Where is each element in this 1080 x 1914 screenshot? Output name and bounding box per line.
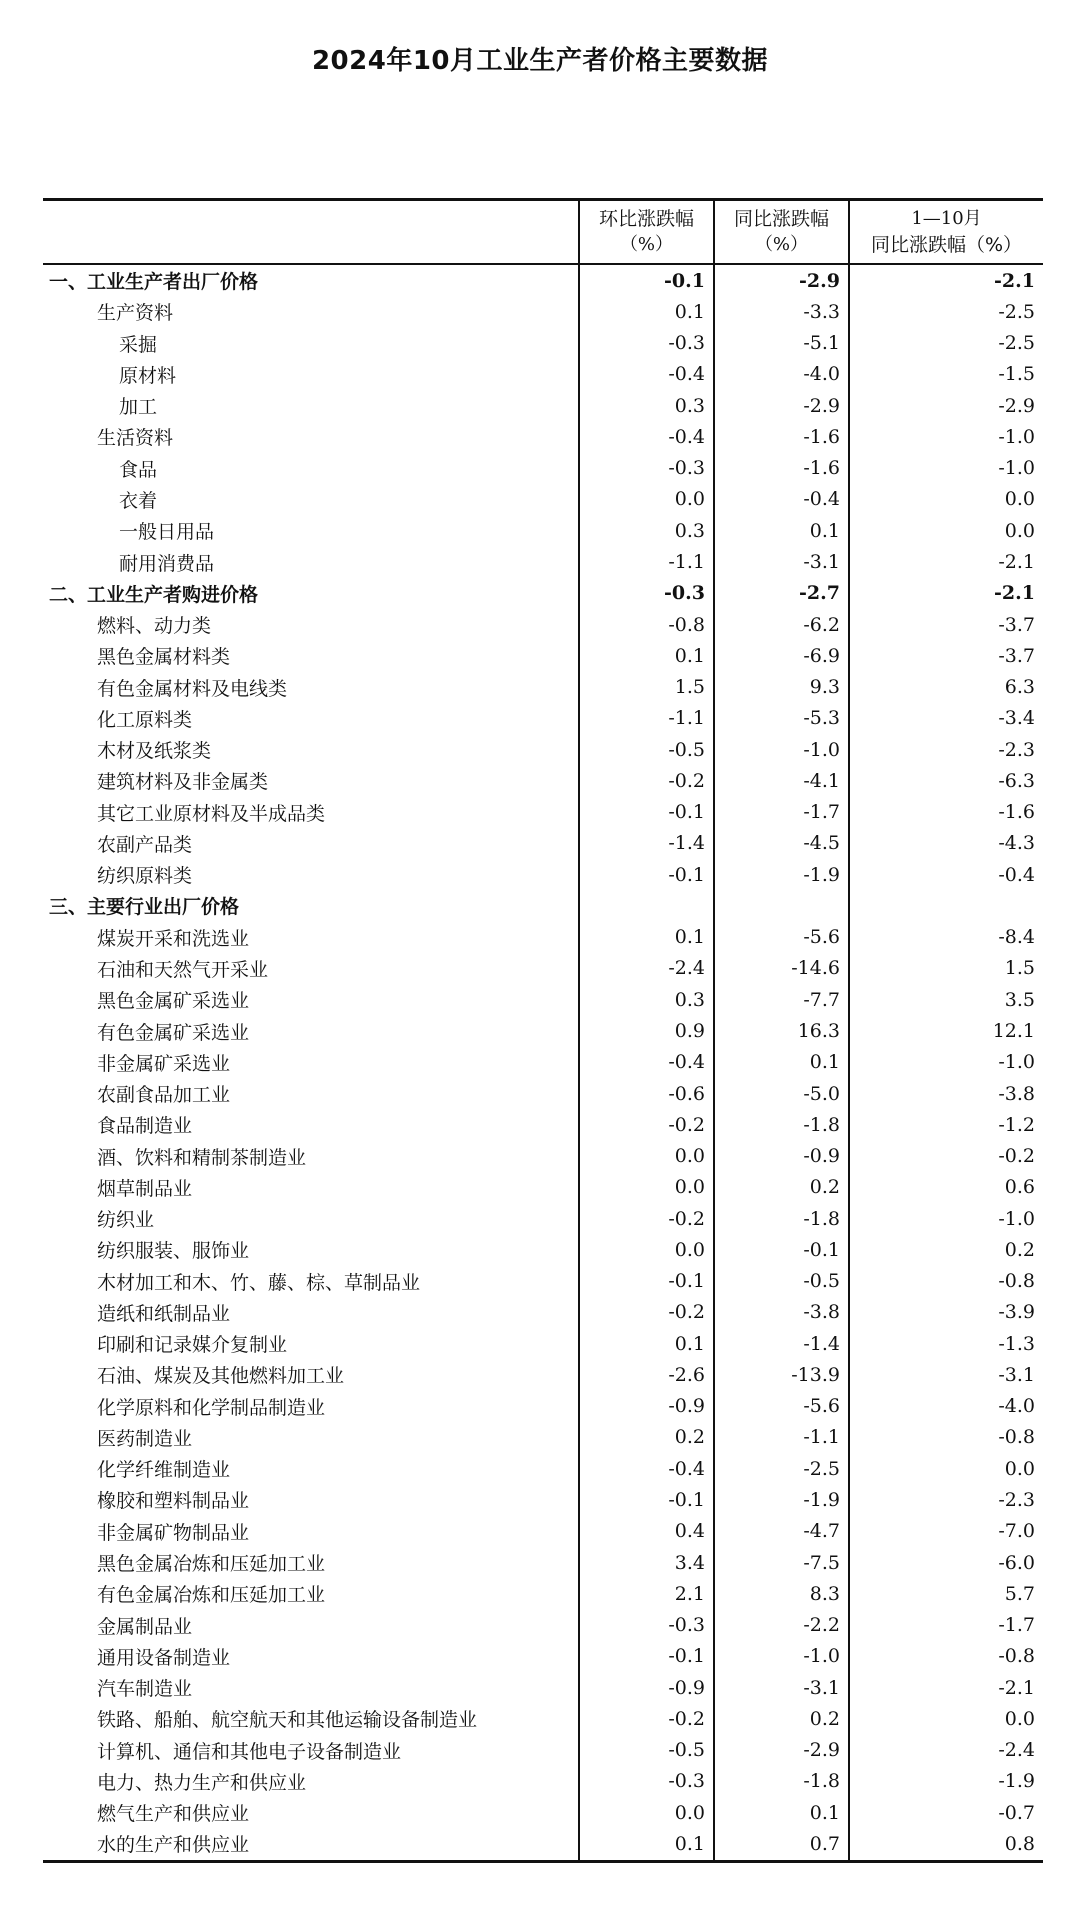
row-ytd-value: -1.9 — [849, 1766, 1043, 1797]
row-ytd-value: 0.0 — [849, 1703, 1043, 1734]
row-yoy-value: -6.2 — [714, 609, 849, 640]
row-label: 生产资料 — [97, 302, 174, 325]
row-yoy-value: -1.6 — [714, 453, 849, 484]
row-mom-value: 1.5 — [579, 671, 714, 702]
row-mom-value: -0.8 — [579, 609, 714, 640]
row-ytd-value: -3.4 — [849, 703, 1043, 734]
header-ytd-line1: 1—10月 — [911, 208, 982, 229]
table-row — [43, 1140, 1043, 1171]
row-yoy-value: -5.1 — [714, 328, 849, 359]
row-ytd-value: 5.7 — [849, 1578, 1043, 1609]
row-mom-value: 0.3 — [579, 984, 714, 1015]
row-mom-value: -0.3 — [579, 1766, 714, 1797]
header-mom — [579, 200, 714, 265]
table-row — [43, 953, 1043, 984]
row-mom-value: -0.3 — [579, 578, 714, 609]
row-mom-value: 0.0 — [579, 484, 714, 515]
row-ytd-value: -3.7 — [849, 609, 1043, 640]
row-ytd-value: -2.3 — [849, 734, 1043, 765]
row-label: 原材料 — [119, 364, 177, 387]
table-row — [43, 734, 1043, 765]
row-label: 电力、热力生产和供应业 — [97, 1771, 307, 1794]
row-ytd-value: -1.0 — [849, 1203, 1043, 1234]
table-row — [43, 1391, 1043, 1422]
row-ytd-value: -1.0 — [849, 453, 1043, 484]
row-mom-value: -0.5 — [579, 1734, 714, 1765]
table-row — [43, 264, 1043, 296]
table-row — [43, 1078, 1043, 1109]
page-title: 2024年10月工业生产者价格主要数据 — [311, 46, 769, 76]
table-row — [43, 453, 1043, 484]
row-ytd-value: 6.3 — [849, 671, 1043, 702]
header-blank — [43, 200, 579, 265]
row-yoy-value: -2.7 — [714, 578, 849, 609]
row-ytd-value: -2.1 — [849, 264, 1043, 296]
row-ytd-value: -2.1 — [849, 546, 1043, 577]
table-row — [43, 359, 1043, 390]
row-ytd-value: -2.5 — [849, 328, 1043, 359]
row-yoy-value: -2.9 — [714, 1734, 849, 1765]
table-row — [43, 1297, 1043, 1328]
table-row — [43, 1172, 1043, 1203]
row-label: 纺织服装、服饰业 — [97, 1240, 250, 1263]
row-yoy-value: -0.4 — [714, 484, 849, 515]
row-yoy-value: 0.1 — [714, 515, 849, 546]
row-ytd-value: -2.4 — [849, 1734, 1043, 1765]
row-ytd-value: -6.0 — [849, 1547, 1043, 1578]
row-mom-value: 3.4 — [579, 1547, 714, 1578]
table-row — [43, 1422, 1043, 1453]
row-yoy-value: -1.9 — [714, 1484, 849, 1515]
header-yoy-line2: （%） — [754, 234, 809, 255]
row-label: 有色金属矿采选业 — [97, 1021, 250, 1044]
row-ytd-value: -2.9 — [849, 390, 1043, 421]
row-yoy-value: 8.3 — [714, 1578, 849, 1609]
row-yoy-value: -1.6 — [714, 421, 849, 452]
row-mom-value: -0.4 — [579, 421, 714, 452]
row-mom-value: -0.9 — [579, 1391, 714, 1422]
table-row — [43, 421, 1043, 452]
row-ytd-value: -0.8 — [849, 1266, 1043, 1297]
row-mom-value: -0.9 — [579, 1672, 714, 1703]
table-row — [43, 515, 1043, 546]
row-mom-value: 0.1 — [579, 922, 714, 953]
row-mom-value: -0.2 — [579, 1203, 714, 1234]
table-row — [43, 1547, 1043, 1578]
row-yoy-value: -1.7 — [714, 797, 849, 828]
row-label: 三、主要行业出厂价格 — [49, 896, 240, 919]
row-yoy-value: -1.8 — [714, 1203, 849, 1234]
row-label: 加工 — [119, 396, 158, 419]
price-data-table — [43, 198, 1043, 1863]
row-ytd-value: -0.8 — [849, 1641, 1043, 1672]
row-ytd-value: -0.2 — [849, 1140, 1043, 1171]
header-ytd-line2: 同比涨跌幅（%） — [870, 234, 1023, 256]
row-mom-value: -0.3 — [579, 1609, 714, 1640]
row-mom-value: -0.1 — [579, 1266, 714, 1297]
row-mom-value: -2.4 — [579, 953, 714, 984]
row-mom-value: 0.0 — [579, 1172, 714, 1203]
table-row — [43, 828, 1043, 859]
row-mom-value: -1.4 — [579, 828, 714, 859]
row-ytd-value: -1.0 — [849, 421, 1043, 452]
row-ytd-value: -3.9 — [849, 1297, 1043, 1328]
row-mom-value — [579, 890, 714, 921]
row-label: 燃料、动力类 — [97, 615, 212, 638]
row-ytd-value: 1.5 — [849, 953, 1043, 984]
row-ytd-value: 0.0 — [849, 484, 1043, 515]
row-yoy-value: -4.5 — [714, 828, 849, 859]
row-yoy-value: -5.0 — [714, 1078, 849, 1109]
row-yoy-value: -3.8 — [714, 1297, 849, 1328]
row-yoy-value: -0.9 — [714, 1140, 849, 1171]
header-ytd — [849, 200, 1043, 265]
row-label: 黑色金属矿采选业 — [97, 990, 250, 1013]
row-label: 有色金属材料及电线类 — [97, 677, 288, 700]
row-label: 食品制造业 — [97, 1115, 193, 1138]
header-yoy-line1: 同比涨跌幅 — [733, 208, 829, 230]
table-row — [43, 703, 1043, 734]
row-mom-value: 0.1 — [579, 640, 714, 671]
row-label: 黑色金属冶炼和压延加工业 — [97, 1553, 326, 1576]
row-yoy-value: -1.8 — [714, 1109, 849, 1140]
header-yoy — [714, 200, 849, 265]
row-mom-value: 0.0 — [579, 1234, 714, 1265]
row-label: 铁路、船舶、航空航天和其他运输设备制造业 — [97, 1709, 478, 1732]
row-yoy-value: -1.8 — [714, 1766, 849, 1797]
row-label: 非金属矿物制品业 — [97, 1521, 250, 1544]
row-yoy-value: -4.0 — [714, 359, 849, 390]
row-ytd-value: 0.0 — [849, 515, 1043, 546]
row-mom-value: 0.1 — [579, 1328, 714, 1359]
table-row — [43, 922, 1043, 953]
row-label: 建筑材料及非金属类 — [97, 771, 269, 794]
row-label: 酒、饮料和精制茶制造业 — [97, 1146, 307, 1169]
row-label: 燃气生产和供应业 — [97, 1803, 250, 1826]
row-label: 二、工业生产者购进价格 — [49, 583, 259, 606]
row-mom-value: 2.1 — [579, 1578, 714, 1609]
row-label: 一般日用品 — [119, 521, 215, 544]
row-label: 水的生产和供应业 — [97, 1834, 250, 1857]
row-label: 其它工业原材料及半成品类 — [97, 802, 326, 825]
row-yoy-value: -5.3 — [714, 703, 849, 734]
row-mom-value: 0.2 — [579, 1422, 714, 1453]
row-yoy-value: -4.7 — [714, 1516, 849, 1547]
row-ytd-value: -4.0 — [849, 1391, 1043, 1422]
row-label: 一、工业生产者出厂价格 — [49, 271, 259, 294]
row-label: 采掘 — [119, 333, 158, 356]
row-ytd-value: -1.7 — [849, 1609, 1043, 1640]
row-yoy-value: -1.1 — [714, 1422, 849, 1453]
row-ytd-value: -1.5 — [849, 359, 1043, 390]
table-row — [43, 1516, 1043, 1547]
row-yoy-value: -2.2 — [714, 1609, 849, 1640]
row-ytd-value: -3.8 — [849, 1078, 1043, 1109]
row-label: 金属制品业 — [97, 1615, 193, 1638]
row-ytd-value: 0.2 — [849, 1234, 1043, 1265]
row-label: 医药制造业 — [97, 1427, 193, 1450]
table-row — [43, 1015, 1043, 1046]
row-yoy-value: 0.2 — [714, 1703, 849, 1734]
row-yoy-value: -2.9 — [714, 264, 849, 296]
row-label: 有色金属冶炼和压延加工业 — [97, 1584, 326, 1607]
table-row — [43, 1766, 1043, 1797]
row-label: 黑色金属材料类 — [97, 646, 231, 669]
row-label: 计算机、通信和其他电子设备制造业 — [97, 1740, 402, 1763]
row-ytd-value: -2.3 — [849, 1484, 1043, 1515]
row-mom-value: -0.2 — [579, 1297, 714, 1328]
row-yoy-value: 0.2 — [714, 1172, 849, 1203]
row-ytd-value: 0.6 — [849, 1172, 1043, 1203]
row-mom-value: -0.3 — [579, 453, 714, 484]
row-ytd-value — [849, 890, 1043, 921]
row-mom-value: 0.1 — [579, 296, 714, 327]
table-row — [43, 797, 1043, 828]
row-ytd-value: -2.1 — [849, 578, 1043, 609]
row-label: 生活资料 — [97, 427, 174, 450]
row-yoy-value: -1.0 — [714, 734, 849, 765]
row-yoy-value: -4.1 — [714, 765, 849, 796]
row-label: 食品 — [119, 458, 158, 481]
table-row — [43, 1484, 1043, 1515]
row-yoy-value: -2.9 — [714, 390, 849, 421]
header-mom-line1: 环比涨跌幅 — [598, 208, 694, 230]
row-ytd-value: -2.5 — [849, 296, 1043, 327]
row-yoy-value: 0.7 — [714, 1828, 849, 1861]
row-mom-value: -0.3 — [579, 328, 714, 359]
row-ytd-value: -1.2 — [849, 1109, 1043, 1140]
table-row — [43, 1203, 1043, 1234]
row-yoy-value: 9.3 — [714, 671, 849, 702]
row-label: 农副产品类 — [97, 833, 193, 856]
table-row — [43, 1734, 1043, 1765]
row-ytd-value: -1.0 — [849, 1047, 1043, 1078]
row-mom-value: -0.1 — [579, 859, 714, 890]
table-row — [43, 1609, 1043, 1640]
row-mom-value: 0.0 — [579, 1140, 714, 1171]
row-ytd-value: -1.6 — [849, 797, 1043, 828]
row-yoy-value — [714, 890, 849, 921]
row-yoy-value: 0.1 — [714, 1797, 849, 1828]
row-mom-value: -2.6 — [579, 1359, 714, 1390]
table-header-row — [43, 200, 1043, 265]
row-label: 烟草制品业 — [97, 1177, 193, 1200]
table-row — [43, 1578, 1043, 1609]
row-mom-value: -0.2 — [579, 1703, 714, 1734]
row-label: 纺织业 — [97, 1209, 155, 1232]
row-label: 农副食品加工业 — [97, 1084, 231, 1107]
row-yoy-value: -14.6 — [714, 953, 849, 984]
row-label: 衣着 — [119, 489, 158, 512]
table-row — [43, 1359, 1043, 1390]
row-yoy-value: -6.9 — [714, 640, 849, 671]
row-ytd-value: 12.1 — [849, 1015, 1043, 1046]
row-label: 木材加工和木、竹、藤、棕、草制品业 — [97, 1271, 421, 1294]
table-row — [43, 1641, 1043, 1672]
row-yoy-value: -5.6 — [714, 922, 849, 953]
row-label: 造纸和纸制品业 — [97, 1302, 231, 1325]
row-mom-value: -0.4 — [579, 1453, 714, 1484]
table-row — [43, 1109, 1043, 1140]
table-row — [43, 390, 1043, 421]
row-mom-value: -0.1 — [579, 264, 714, 296]
table-row — [43, 1266, 1043, 1297]
row-mom-value: 0.4 — [579, 1516, 714, 1547]
row-label: 木材及纸浆类 — [97, 740, 212, 763]
row-yoy-value: 0.1 — [714, 1047, 849, 1078]
row-yoy-value: -7.7 — [714, 984, 849, 1015]
row-mom-value: -0.2 — [579, 765, 714, 796]
row-yoy-value: -0.1 — [714, 1234, 849, 1265]
row-label: 耐用消费品 — [119, 552, 215, 575]
table-row — [43, 1047, 1043, 1078]
table-row — [43, 1234, 1043, 1265]
table-row — [43, 1328, 1043, 1359]
row-mom-value: -1.1 — [579, 546, 714, 577]
row-ytd-value: -4.3 — [849, 828, 1043, 859]
row-label: 石油、煤炭及其他燃料加工业 — [97, 1365, 345, 1388]
table-row — [43, 859, 1043, 890]
table-row — [43, 890, 1043, 921]
row-label: 化学纤维制造业 — [97, 1459, 231, 1482]
table-row — [43, 765, 1043, 796]
table-row — [43, 546, 1043, 577]
row-mom-value: -0.1 — [579, 1484, 714, 1515]
row-ytd-value: -2.1 — [849, 1672, 1043, 1703]
row-ytd-value: -3.1 — [849, 1359, 1043, 1390]
row-label: 化工原料类 — [97, 708, 193, 731]
row-yoy-value: -7.5 — [714, 1547, 849, 1578]
row-ytd-value: 3.5 — [849, 984, 1043, 1015]
row-ytd-value: -6.3 — [849, 765, 1043, 796]
table-row — [43, 1797, 1043, 1828]
row-ytd-value: 0.8 — [849, 1828, 1043, 1861]
table-body — [43, 264, 1043, 1861]
row-mom-value: 0.3 — [579, 390, 714, 421]
row-mom-value: -0.5 — [579, 734, 714, 765]
row-label: 化学原料和化学制品制造业 — [97, 1396, 326, 1419]
row-label: 汽车制造业 — [97, 1678, 193, 1701]
table-row — [43, 984, 1043, 1015]
table-row — [43, 1828, 1043, 1861]
row-mom-value: 0.3 — [579, 515, 714, 546]
row-ytd-value: 0.0 — [849, 1453, 1043, 1484]
table-row — [43, 328, 1043, 359]
row-label: 石油和天然气开采业 — [97, 958, 269, 981]
table-row — [43, 1672, 1043, 1703]
row-yoy-value: -3.3 — [714, 296, 849, 327]
row-ytd-value: -0.8 — [849, 1422, 1043, 1453]
row-mom-value: -0.1 — [579, 1641, 714, 1672]
row-yoy-value: -3.1 — [714, 1672, 849, 1703]
table-row — [43, 578, 1043, 609]
row-label: 纺织原料类 — [97, 865, 193, 888]
row-label: 非金属矿采选业 — [97, 1052, 231, 1075]
row-ytd-value: -0.4 — [849, 859, 1043, 890]
row-mom-value: 0.1 — [579, 1828, 714, 1861]
row-yoy-value: -5.6 — [714, 1391, 849, 1422]
row-ytd-value: -1.3 — [849, 1328, 1043, 1359]
row-yoy-value: -13.9 — [714, 1359, 849, 1390]
row-label: 橡胶和塑料制品业 — [97, 1490, 250, 1513]
table-row — [43, 671, 1043, 702]
row-mom-value: -0.1 — [579, 797, 714, 828]
table-row — [43, 640, 1043, 671]
table-row — [43, 484, 1043, 515]
row-ytd-value: -7.0 — [849, 1516, 1043, 1547]
row-yoy-value: 16.3 — [714, 1015, 849, 1046]
table-row — [43, 1453, 1043, 1484]
header-mom-line2: （%） — [619, 234, 674, 255]
row-label: 印刷和记录媒介复制业 — [97, 1334, 288, 1357]
row-mom-value: -0.6 — [579, 1078, 714, 1109]
row-yoy-value: -3.1 — [714, 546, 849, 577]
table-row — [43, 1703, 1043, 1734]
row-mom-value: -0.2 — [579, 1109, 714, 1140]
row-yoy-value: -0.5 — [714, 1266, 849, 1297]
table-row — [43, 609, 1043, 640]
row-mom-value: -0.4 — [579, 359, 714, 390]
row-mom-value: 0.0 — [579, 1797, 714, 1828]
row-mom-value: -0.4 — [579, 1047, 714, 1078]
row-yoy-value: -2.5 — [714, 1453, 849, 1484]
row-yoy-value: -1.4 — [714, 1328, 849, 1359]
row-yoy-value: -1.9 — [714, 859, 849, 890]
row-ytd-value: -8.4 — [849, 922, 1043, 953]
row-ytd-value: -0.7 — [849, 1797, 1043, 1828]
row-label: 煤炭开采和洗选业 — [97, 927, 250, 950]
row-ytd-value: -3.7 — [849, 640, 1043, 671]
row-mom-value: 0.9 — [579, 1015, 714, 1046]
table-row — [43, 296, 1043, 327]
row-yoy-value: -1.0 — [714, 1641, 849, 1672]
row-mom-value: -1.1 — [579, 703, 714, 734]
row-label: 通用设备制造业 — [97, 1646, 231, 1669]
